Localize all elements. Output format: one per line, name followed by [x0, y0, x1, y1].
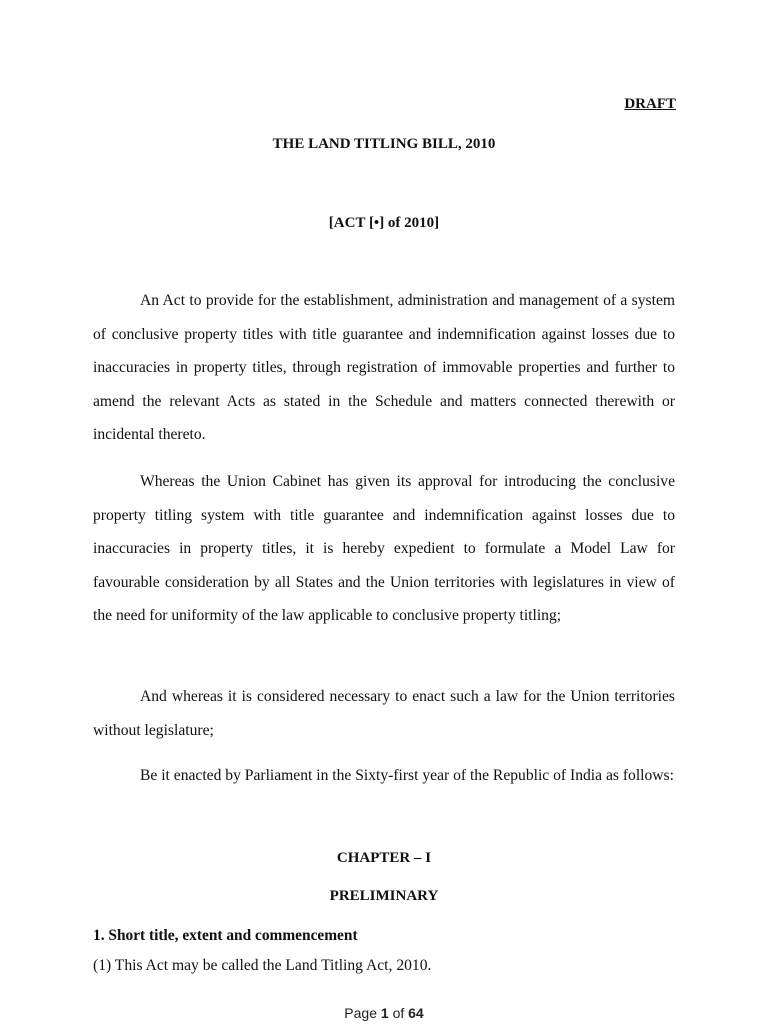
draft-label: DRAFT: [624, 96, 676, 112]
act-line: [ACT [•] of 2010]: [328, 215, 440, 231]
of-word: of: [392, 1005, 405, 1021]
page-current: 1: [380, 1005, 389, 1021]
section-text: (1) This Act may be called the Land Titling Act, 2010.: [93, 957, 432, 974]
preamble-paragraph: An Act to provide for the establishment, administration and management of a system of conclusive property titles with title guarantee and indemnification against losses due to inaccuracies in property titles, through registration of immovable properties and further to amend the relevant Acts as stated in the Schedule and matters connected therewith or incidental thereto.: [93, 292, 675, 444]
enactment-paragraph: Be it enacted by Parliament in the Sixty-first year of the Republic of India as follows:: [140, 767, 674, 784]
page-word: Page: [344, 1005, 377, 1021]
bill-title: THE LAND TITLING BILL, 2010: [272, 136, 496, 152]
page-indicator: [0, 1005, 768, 1021]
chapter-title: PRELIMINARY: [329, 888, 439, 904]
and-whereas-paragraph: And whereas it is considered necessary to enact such a law for the Union territories without legislature;: [93, 688, 675, 739]
chapter-heading: CHAPTER – I: [336, 850, 432, 866]
whereas-paragraph: Whereas the Union Cabinet has given its approval for introducing the conclusive property titling system with title guarantee and indemnification against losses due to inaccuracies in property titles, it is hereby expedient to formulate a Model Law for favourable consideration by all States and the Union territories with legislatures in view of the need for uniformity of the law applicable to conclusive property titling;: [93, 473, 675, 625]
section-heading: 1. Short title, extent and commencement: [93, 927, 358, 944]
page-total: 64: [408, 1005, 424, 1021]
